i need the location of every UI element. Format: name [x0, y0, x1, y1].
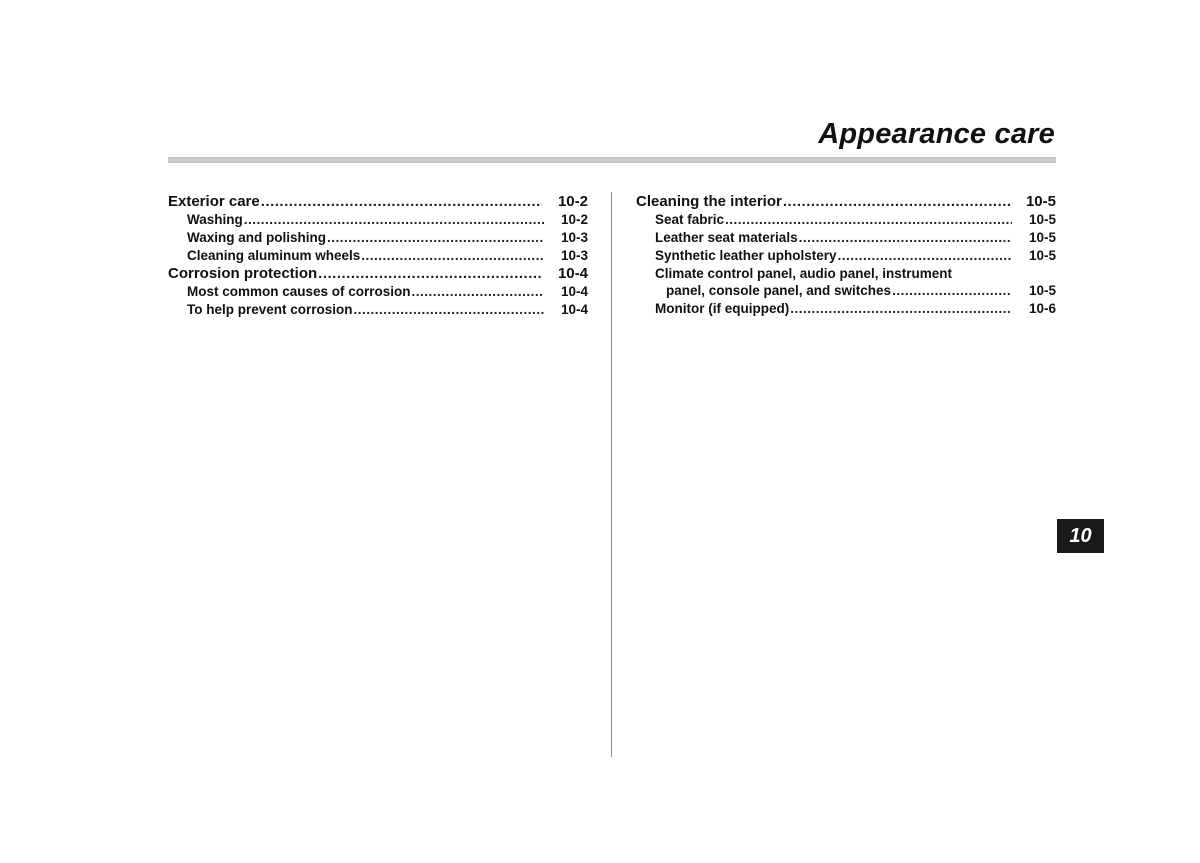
toc-leader-dots [354, 301, 544, 319]
chapter-tab[interactable] [1057, 519, 1104, 553]
toc-entry-leather-seat[interactable] [636, 229, 1056, 247]
toc-leader-dots [783, 193, 1010, 211]
toc-entry-monitor[interactable] [636, 300, 1056, 318]
toc-leader-dots [361, 247, 544, 265]
toc-leader-dots [244, 211, 544, 229]
toc-leader-dots [327, 229, 544, 247]
toc-entry-label: Synthetic leather upholstery [655, 248, 837, 263]
toc-entry-page: 10-5 [1025, 193, 1056, 210]
toc-entry-page: 10-4 [557, 265, 588, 282]
toc-entry-page: 10-4 [560, 302, 588, 317]
toc-entry-prevent-corrosion[interactable] [168, 301, 588, 319]
column-divider [611, 192, 612, 757]
toc-entry-control-panels-cont[interactable] [636, 282, 1056, 300]
toc-entry-label: Leather seat materials [655, 230, 798, 245]
toc-entry-page: 10-5 [1028, 283, 1056, 298]
toc-entry-page: 10-5 [1028, 248, 1056, 263]
toc-entry-cleaning-wheels[interactable] [168, 247, 588, 265]
toc-entry-page: 10-5 [1028, 230, 1056, 245]
toc-entry-cleaning-interior[interactable] [636, 193, 1056, 211]
toc-entry-label: Seat fabric [655, 212, 725, 227]
toc-entry-page: 10-3 [560, 248, 588, 263]
toc-leader-dots [318, 265, 542, 283]
toc-entry-label: To help prevent corrosion [187, 302, 353, 317]
toc-leader-dots [412, 283, 544, 301]
toc-leader-dots [725, 211, 1012, 229]
toc-entry-exterior-care[interactable] [168, 193, 588, 211]
toc-entry-label-continued: panel, console panel, and switches [666, 283, 892, 298]
toc-entry-label: Cleaning aluminum wheels [187, 248, 361, 263]
chapter-title: Appearance care [818, 118, 1055, 150]
toc-entry-control-panels[interactable] [636, 265, 1056, 282]
toc-entry-page: 10-2 [557, 193, 588, 210]
toc-entry-seat-fabric[interactable] [636, 211, 1056, 229]
toc-entry-corrosion-protection[interactable] [168, 265, 588, 283]
toc-entry-page: 10-5 [1028, 212, 1056, 227]
toc-right-column [636, 193, 1056, 318]
toc-entry-page: 10-6 [1028, 301, 1056, 316]
toc-entry-synthetic-leather[interactable] [636, 247, 1056, 265]
toc-leader-dots [261, 193, 542, 211]
toc-leader-dots [799, 229, 1012, 247]
title-rule [168, 157, 1056, 163]
toc-entry-label: Corrosion protection [168, 265, 318, 282]
toc-entry-washing[interactable] [168, 211, 588, 229]
toc-entry-label: Climate control panel, audio panel, instrument [655, 266, 953, 281]
toc-left-column [168, 193, 588, 319]
toc-entry-label: Exterior care [168, 193, 260, 210]
toc-entry-label: Waxing and polishing [187, 230, 326, 245]
toc-leader-dots [892, 282, 1012, 300]
toc-leader-dots [790, 300, 1012, 318]
toc-entry-corrosion-causes[interactable] [168, 283, 588, 301]
toc-entry-waxing-polishing[interactable] [168, 229, 588, 247]
toc-entry-label: Most common causes of corrosion [187, 284, 411, 299]
toc-entry-page: 10-2 [560, 212, 588, 227]
toc-entry-label: Cleaning the interior [636, 193, 782, 210]
toc-entry-label: Monitor (if equipped) [655, 301, 790, 316]
toc-entry-page: 10-3 [560, 230, 588, 245]
toc-leader-dots [838, 247, 1012, 265]
toc-entry-label: Washing [187, 212, 243, 227]
chapter-tab-number: 10 [1069, 524, 1092, 547]
toc-entry-page: 10-4 [560, 284, 588, 299]
